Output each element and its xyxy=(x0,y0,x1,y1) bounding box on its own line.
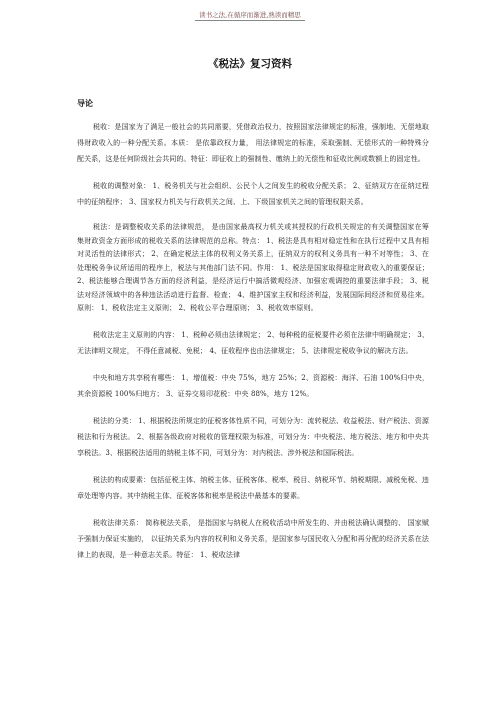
running-header-text: 读书之法,在循序而渐进,熟读而精思 xyxy=(195,11,305,21)
paragraph-shared-taxes: 中央和地方共享税有哪些： 1、增值税：中央 75%，地方 25%；2、资源税：海洋、石油 100%归中央，其余资源税 100%归地方； 3、证券交易印花税：中央 88%，地方 12%。 xyxy=(77,373,429,398)
paragraph-legal-relation: 税收法律关系： 简称税法关系， 是指国家与纳税人在税收活动中所发生的、并由税法确认调整的、 国家赋予强制力保证实施的， 以征纳关系为内容的权利和义务关系，是国家参与国民收入分配和再分配的经济关系在法律上的表现，是一种意志关系。特征： 1、税收法律 xyxy=(77,518,429,559)
paragraph-elements: 税法的构成要素：包括征税主体、纳税主体、征税客体、税率、税目、纳税环节、纳税期限、减税免税、违章处理等内容。其中纳税主体、征税客体和税率是税法中最基本的要素。 xyxy=(77,475,429,500)
running-header xyxy=(0,10,500,19)
paragraph-tax-law: 税法：是调整税收关系的法律规范， 是由国家最高权力机关或其授权的行政机关规定的有关调整国家在筹集财政资金方面形成的税收关系的法律规范的总称。特点： 1、税法是具有相对稳定性和在执行过程中又具有相对灵活性的法律形式； 2、在确定税法主体的权利义务关系上，征纳双方的权利义务具有一种不对等性； 3、在处理税务争议所适用的程序上，税法与其他部门法不同。作用： 1、税法是国家取得稳定财政收入的重要保证； 2、税法能够合理调节各方面的经济利益，是经济运行中搞活微观经济、加强宏观调控的重要法律手段； 3、税法对经济领域中的各种违法活动进行监督、检查； 4、维护国家主权和经济利益，发展国际间经济和贸易往来。原则： 1、税收法定主义原则； 2、税收公平合理原则； 3、税收效率原则。 xyxy=(77,223,429,312)
document-title: 《税法》复习资料 xyxy=(208,58,292,70)
paragraph-legality-principle: 税收法定主义原则的内容： 1、税种必须由法律规定； 2、每种税的征税要件必须在法律中明确规定； 3、无法律明文规定， 不得任意减税、免税； 4、征收程序也由法律规定； 5、法律规定税收争议的解决方法。 xyxy=(77,330,429,355)
paragraph-classification: 税法的分类： 1、根据税法所规定的征税客体性质不同，可划分为：流转税法、收益税法、财产税法、资源税法和行为税法。 2、根据各级政府对税收的管理权限为标准，可划分为：中央税法、地方税法、地方和中央共享税法。3、根据税法适用的纳税主体不同，可划分为：对内税法、涉外税法和国际税法。 xyxy=(77,416,429,457)
paragraph-adjustment-object: 税收的调整对象： 1、税务机关与社会组织、公民个人之间发生的税收分配关系； 2、征纳双方在征纳过程中的征纳程序； 3、国家权力机关与行政机关之间、上、下级国家机关之间的管理权限关系。 xyxy=(77,182,429,206)
section-heading: 导论 xyxy=(77,98,93,108)
paragraph-tax-definition: 税收：是国家为了满足一般社会的共同需要，凭借政治权力，按照国家法律规定的标准，强制地、无偿地取得财政收入的一种分配关系。本质： 是依靠政权力量， 用法律规定的标准，采取强制、无偿形式的一种特殊分配关系，这是任何阶级社会共同的。特征：即征收上的强制性、缴纳上的无偿性和征收比例或数额上的固定性。 xyxy=(77,123,429,163)
document-body xyxy=(77,98,429,574)
